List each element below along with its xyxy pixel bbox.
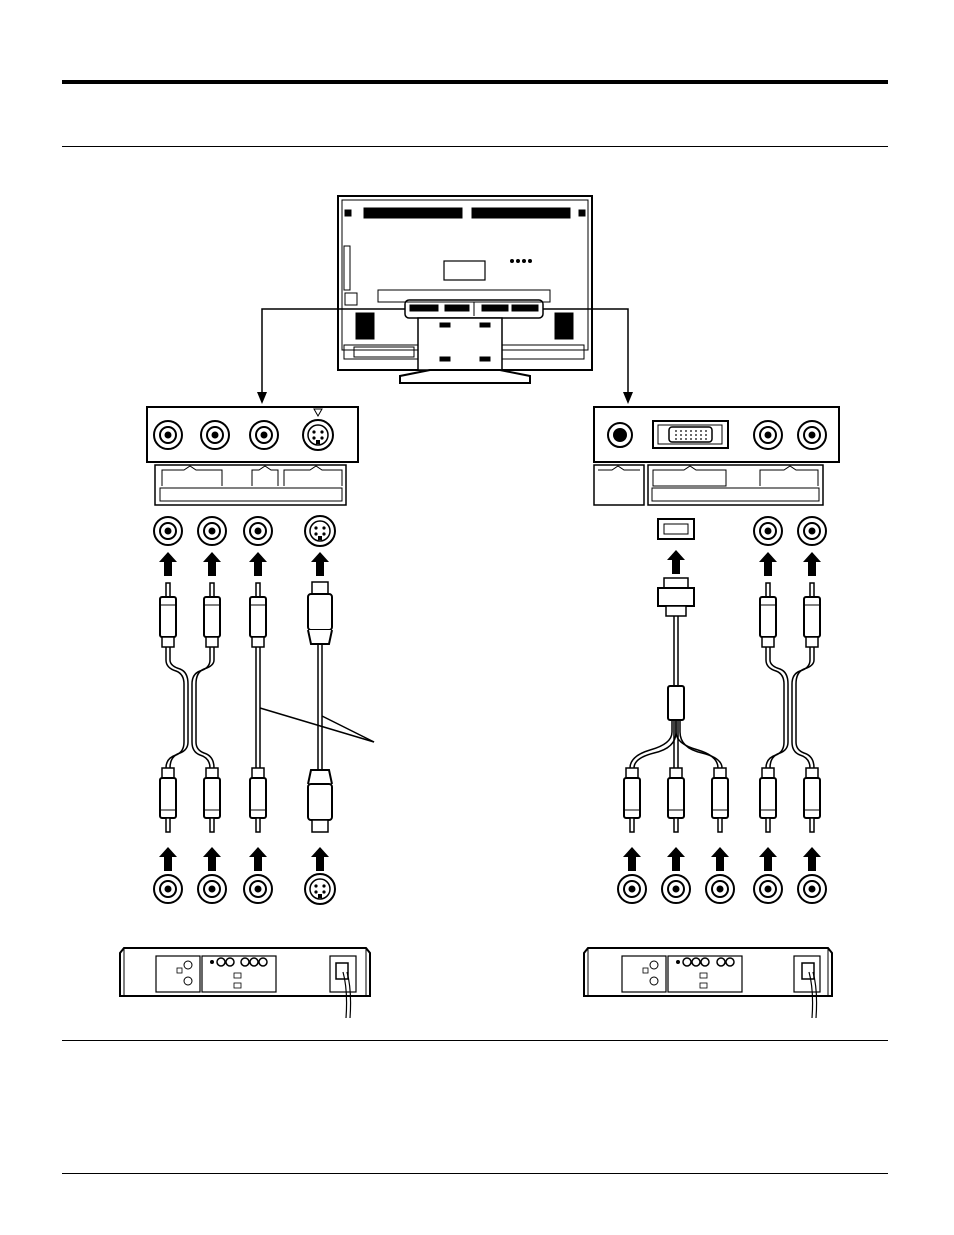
right-cable-wires [630,616,814,768]
left-arrows-lower [159,847,329,871]
left-cable-wires [166,644,322,770]
left-bottom-jacks [154,874,335,904]
right-bottom-jacks [618,875,826,903]
left-input-panel [147,407,358,505]
left-cable-pointer [260,708,374,742]
left-top-jacks [154,516,335,546]
right-arrows-lower [623,847,821,871]
left-arrows-up [159,552,329,576]
right-d-sub-plug [658,578,694,720]
left-device-rear-panel [120,948,370,1018]
left-lower-plugs [160,768,332,832]
tv-rear-view [338,196,592,383]
right-top-jacks [658,517,826,545]
right-input-panel [594,407,839,505]
right-arrows-up [667,550,821,576]
right-lower-plugs [624,768,820,832]
right-device-rear-panel [584,948,832,1018]
right-upper-plugs [760,583,820,647]
left-upper-plugs [160,582,332,647]
